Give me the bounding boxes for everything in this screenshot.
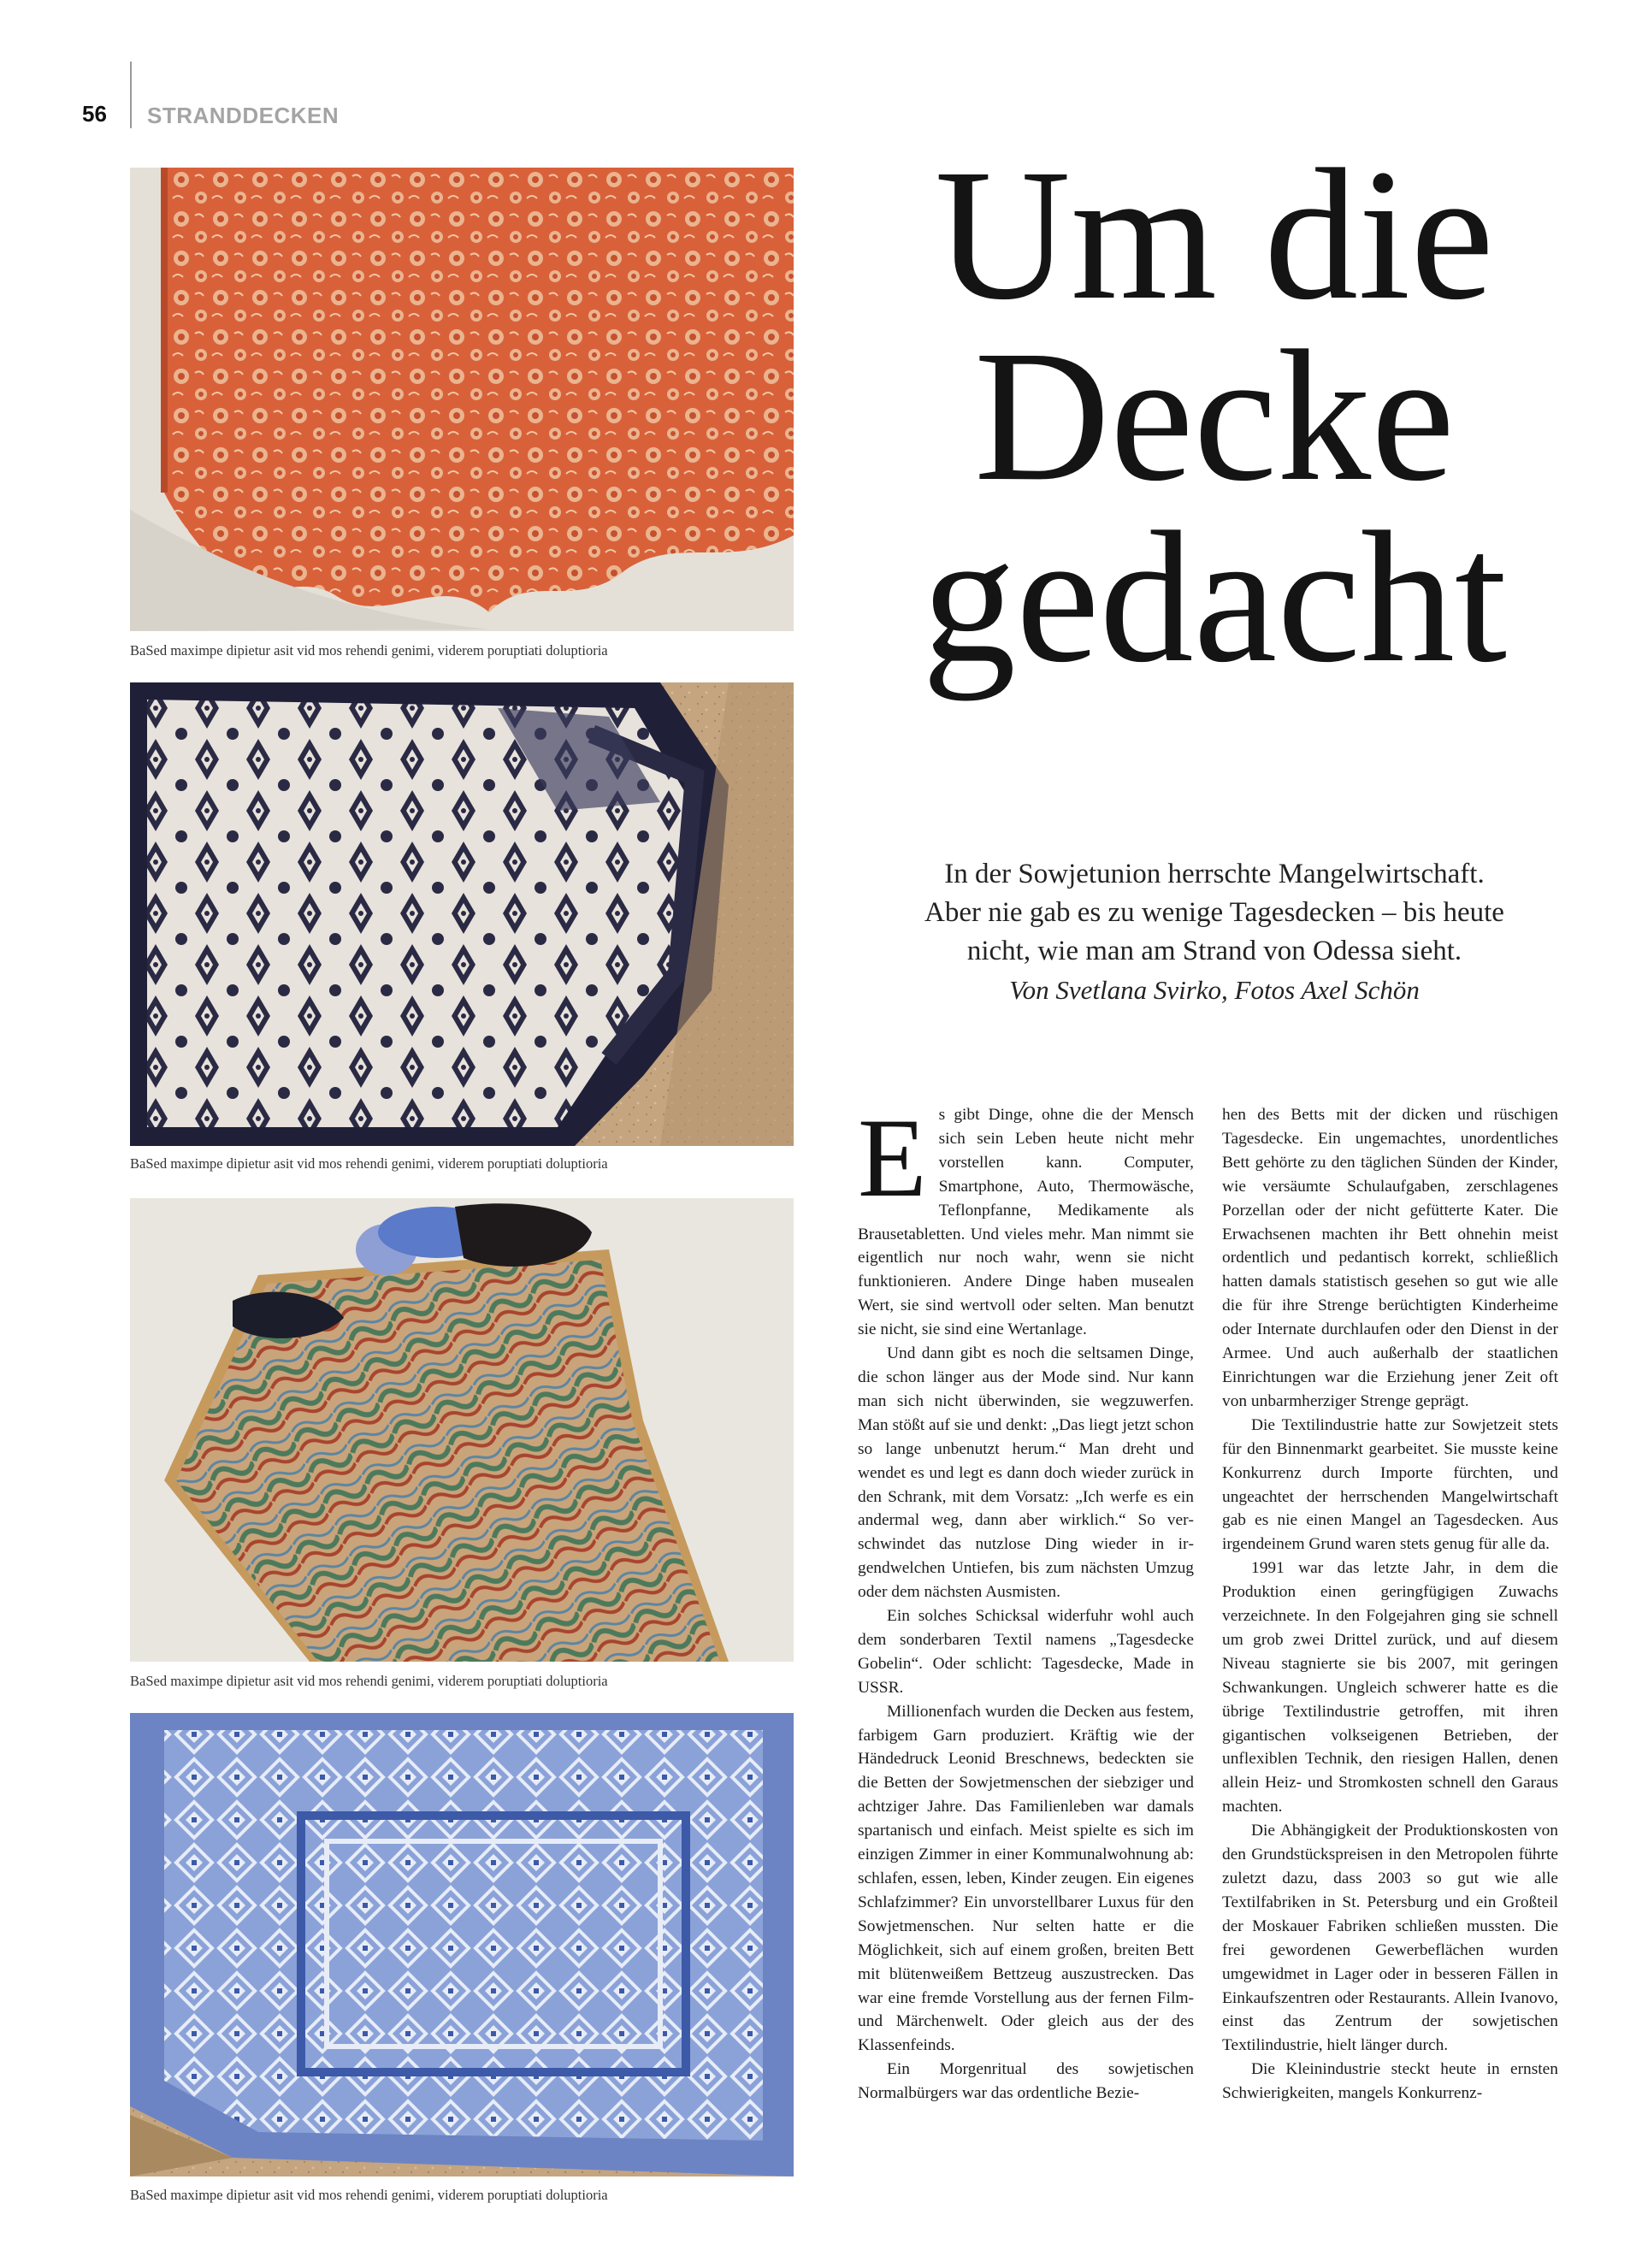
article-deck xyxy=(847,855,1582,971)
photo-caption: BaSed maximpe dipietur asit vid mos rehendi genimi, viderem poruptiati doluptioria xyxy=(130,1155,608,1172)
paragraph: Die Textilindustrie hatte zur Sowjetzeit stets für den Binnenmarkt gearbeitet. Sie musste keine Konkurrenz durch Importe fürchten, und ungeachtet der herrschenden Mangelwirtschaft gab es nie einen Mangel an Tagesdecken. Aus irgendeinem Grund waren stets genug für alle da. xyxy=(1222,1415,1558,1554)
fringed-paisley-blanket-image xyxy=(130,1198,794,1662)
photo-caption: BaSed maximpe dipietur asit vid mos rehendi genimi, viderem poruptiati doluptioria xyxy=(130,2187,608,2203)
article-column-1 xyxy=(858,1095,1194,2106)
paragraph: Die Abhängigkeit der Produktionskosten von den Grundstückspreisen in den Metropolen führte zuletzt dazu, dass 2003 so gut wie alle Textilfabriken in St. Petersburg und ein Großteil der Moskauer Fabriken schließen mussten. Die frei gewordenen Gewerbeflächen wurden umgewidmet in Lager oder in besseren Fällen in Einkaufszentren oder Restaurants. Allein Ivanovo, einst das Zentrum der sowjetischen Textilindustrie, hielt länger durch. xyxy=(1222,1822,1558,2055)
paragraph: Ein solches Schicksal widerfuhr wohl auch dem sonderbaren Textil namens „Tagesdecke Gobelin“. Oder schlicht: Tagesdecke, Made in USSR. xyxy=(858,1607,1194,1697)
headline-line: Decke xyxy=(974,311,1455,520)
article-column-2 xyxy=(1222,1103,1558,2106)
paragraph: hen des Betts mit der dicken und rüschigen Tagesdecke. Ein ungemachtes, unordentliches Bett gehörte zu den täglichen Sünden der Kinder, wie versäumte Schulaufgaben, zerschlagenes Porzellan oder der nicht gefütterte Kater. Die Erwachsenen machten ihr Bett ohnehin meist ordentlich und pedantisch korrekt, schließlich hatten damals statistisch gesehen so gut wie alle die für ihre Strenge berüchtigten Kinderheime oder Internate durchlaufen oder den Dienst in der Armee. Und auch außerhalb der staatlichen Einrichtungen war die Erziehung jener Zeit oft von unbarmherziger Strenge geprägt. xyxy=(1222,1106,1558,1410)
paragraph: Ein Morgenritual des sowjetischen Normalbürgers war das ordentliche Bezie- xyxy=(858,2060,1194,2103)
header-divider xyxy=(130,62,132,128)
article-headline xyxy=(847,130,1582,701)
blue-pattern-blanket-image xyxy=(130,1713,794,2176)
headline-line: gedacht xyxy=(921,493,1508,701)
page-number: 56 xyxy=(82,101,107,127)
orange-floral-blanket-image xyxy=(130,168,794,631)
photo-caption: BaSed maximpe dipietur asit vid mos rehendi genimi, viderem poruptiati doluptioria xyxy=(130,642,608,659)
section-title: STRANDDECKEN xyxy=(147,103,340,128)
photo-caption: BaSed maximpe dipietur asit vid mos rehendi genimi, viderem poruptiati doluptioria xyxy=(130,1673,608,1689)
paragraph: Und dann gibt es noch die seltsamen Dinge, die schon länger aus der Mode sind. Nur kann man sich nicht überwinden, sie wegzuwerfen. Man stößt auf sie und denkt: „Das liegt jetzt schon so lange unbenutzt herum.“ Man dreht und wendet es und legt es dann doch wieder zurück in den Schrank, mit dem Vorsatz: „Ich werfe es ein andermal weg, dann aber wirklich.“ So verschwindet das nutzlose Ding wieder in irgendwelchen Untiefen, bis zum nächsten Umzug oder dem nächsten Ausmisten. xyxy=(858,1344,1194,1602)
navy-ornament-blanket-image xyxy=(130,682,794,1146)
paragraph: Die Kleinindustrie steckt heute in ernsten Schwierigkeiten, mangels Konkurrenz- xyxy=(1222,2060,1558,2103)
deck-line: In der Sowjetunion herrschte Mangelwirtschaft. xyxy=(944,859,1485,889)
drop-cap: E xyxy=(858,1095,927,1220)
byline: Von Svetlana Svirko, Fotos Axel Schön xyxy=(1009,975,1420,1005)
paragraph: 1991 war das letzte Jahr, in dem die Produktion einen geringfügigen Zuwachs verzeichnete. In den Folgejahren ging sie schnell um grob zwei Drittel zurück, und auf diesem Niveau stagnierte sie bis 2007, mit geringen Schwankungen. Ungleich schwerer hatte es die übrige Textilindustrie getroffen, mit ihren gigantischen volkseigenen Betrieben, der unflexiblen Technik, den riesigen Hallen, denen allein Heiz- und Stromkosten schnell den Garaus machten. xyxy=(1222,1559,1558,1816)
deck-line: Aber nie gab es zu wenige Tagesdecken – bis heute xyxy=(924,897,1504,928)
deck-line: nicht, wie man am Strand von Odessa sieht. xyxy=(966,936,1462,966)
headline-line: Um die xyxy=(935,130,1494,339)
paragraph: s gibt Dinge, ohne die der Mensch sich sein Leben heute nicht mehr vorstellen kann. Computer, Smartphone, Auto, Thermowäsche, Teflonpfanne, Medikamente als Brausetabletten. Und vieles mehr. Man nimmt sie eigentlich nur noch wahr, wenn sie nicht funktionieren. Andere Dinge haben musealen Wert, sie sind wertvoll oder selten. Man benutzt sie nicht, sie sind eine Wertanlage. xyxy=(858,1106,1194,1339)
paragraph: Millionenfach wurden die Decken aus festem, farbigem Garn produziert. Kräftig wie der Händedruck Leonid Breschnews, bedeckten sie die Betten der Sowjetmenschen der siebziger und achtziger Jahre. Das Familienleben war damals spartanisch und einfach. Meist spielte es sich im einzigen Zimmer in einer Kommunalwohnung ab: schlafen, essen, leben, Kinder zeugen. Ein eigenes Schlafzimmer? Ein unvorstellbarer Luxus für den Sowjetmenschen. Nur selten hatte er die Möglichkeit, sich auf einem großen, breiten Bett mit blütenweißem Bettzeug auszustrecken. Das war eine fremde Vorstellung aus der fernen Film- und Märchenwelt. Oder gleich aus der des Klassenfeinds. xyxy=(858,1702,1194,2055)
